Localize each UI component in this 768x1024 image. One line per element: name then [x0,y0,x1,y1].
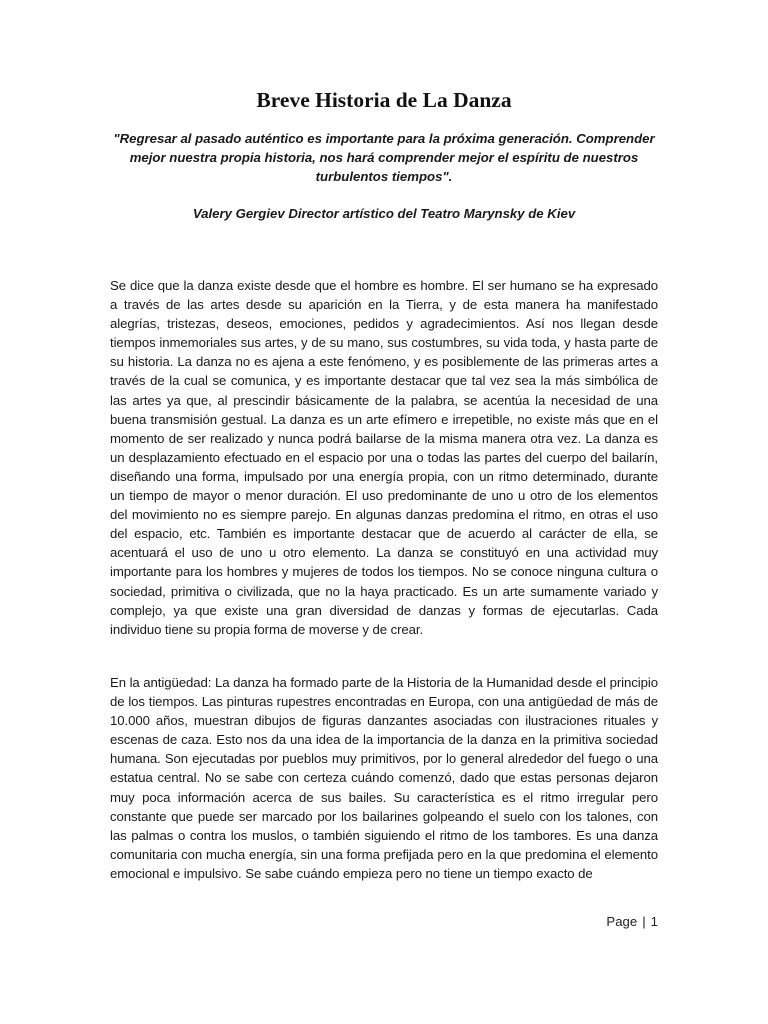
page-separator: | [642,914,646,929]
body-paragraph-block-2 [110,673,658,883]
body-paragraph: Se dice que la danza existe desde que el hombre es hombre. El ser humano se ha expresado a través de las artes desde su aparición en la Tierra, y de esta manera ha manifestado alegrías, tristezas, deseos, emociones, pedidos y agradecimientos. Así nos llegan desde tiempos inmemoriales sus artes, y de su mano, sus costumbres, su vida toda, y hasta parte de su historia. La danza no es ajena a este fenómeno, y es posiblemente de las primeras artes a través de la cual se comunica, y es importante destacar que tal vez sea la más simbólica de las artes ya que, al prescindir básicamente de la palabra, se acentúa la necesidad de una buena transmisión gestual. La danza es un arte efímero e irrepetible, no existe más que en el momento de ser realizado y nunca podrá bailarse de la misma manera otra vez. La danza es un desplazamiento efectuado en el espacio por una o todas las partes del cuerpo del bailarín, diseñando una forma, impulsado por una energía propia, con un ritmo determinado, durante un tiempo de mayor o menor duración. El uso predominante de uno u otro de los elementos del movimiento no es siempre parejo. En algunas danzas predomina el ritmo, en otras el uso del espacio, etc. También es importante destacar que de acuerdo al carácter de ella, se acentuará el uso de uno u otro elemento. La danza se constituyó en una actividad muy importante para los hombres y mujeres de todos los tiempos. No se conoce ninguna cultura o sociedad, primitiva o civilizada, que no la haya practicado. Es un arte sumamente variado y complejo, ya que existe una gran diversidad de danzas y formas de ejecutarlas. Cada individuo tiene su propia forma de moverse y de crear. [110,278,658,637]
body-paragraph-block-1 [110,276,658,639]
quote-attribution: Valery Gergiev Director artístico del Teatro Marynsky de Kiev [192,206,576,221]
page-footer [606,912,658,931]
epigraph-quote: "Regresar al pasado auténtico es importante para la próxima generación. Comprender mejor nuestra propia historia, nos hará comprender mejor el espíritu de nuestros turbulentos tiempos". [113,131,655,184]
body-paragraph: En la antigüedad: La danza ha formado parte de la Historia de la Humanidad desde el principio de los tiempos. Las pinturas rupestres encontradas en Europa, con una antigüedad de más de 10.000 años, muestran dibujos de figuras danzantes asociadas con ilustraciones rituales y escenas de caza. Esto nos da una idea de la importancia de la danza en la primitiva sociedad humana. Son ejecutadas por pueblos muy primitivos, por lo general alrededor del fuego o una estatua central. No se sabe con certeza cuándo comenzó, dado que estas personas dejaron muy poca información acerca de sus bailes. Su característica es el ritmo irregular pero constante que puede ser marcado por los bailarines golpeando el suelo con los talones, con las palmas o contra los muslos, o también siguiendo el ritmo de los tambores. Es una danza comunitaria con mucha energía, sin una forma prefijada pero en la que predomina el elemento emocional e impulsivo. Se sabe cuándo empieza pero no tiene un tiempo exacto de [110,675,658,881]
page-label: Page [606,914,638,929]
document-title: Breve Historia de La Danza [256,88,512,112]
page-number: 1 [650,914,658,929]
